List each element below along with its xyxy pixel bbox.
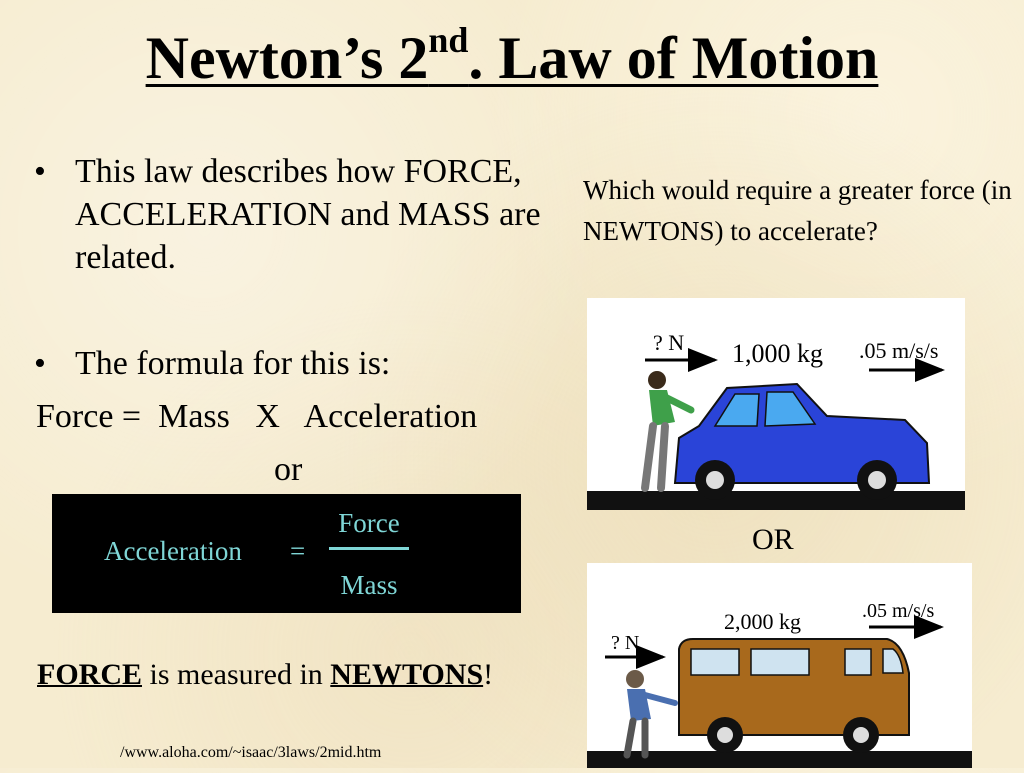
- bullet-text: The formula for this is:: [75, 345, 391, 382]
- ground: [587, 491, 965, 510]
- slide-title: [0, 18, 1024, 98]
- formula-equals-sign: =: [290, 536, 306, 566]
- formula-numerator: Force: [338, 508, 400, 538]
- force-word: FORCE: [37, 658, 142, 691]
- formula-denominator: Mass: [340, 570, 398, 600]
- source-url: /www.aloha.com/~isaac/3laws/2mid.htm: [120, 744, 382, 761]
- newtons-word: NEWTONS: [330, 658, 484, 691]
- car-scene: [587, 298, 965, 510]
- title-main: Newton’s 2: [145, 25, 429, 91]
- force-unit-note: [37, 655, 493, 695]
- bullet-marker: •: [34, 153, 46, 190]
- bullet-law-description: [34, 150, 544, 279]
- title-superscript: nd: [428, 20, 469, 60]
- title-rest: . Law of Motion: [468, 25, 879, 91]
- formula-acceleration-label: Acceleration: [104, 536, 242, 566]
- van-force-label: ? N: [611, 632, 640, 654]
- van-illustration: [679, 639, 909, 753]
- bullet-text: This law describes how FORCE, ACCELERATION and MASS are related.: [75, 153, 541, 276]
- question-text: Which would require a greater force (in NEWTONS) to accelerate?: [583, 175, 1012, 246]
- van-scene: [587, 563, 972, 768]
- car-mass-label: 1,000 kg: [732, 339, 823, 368]
- bullet-marker: •: [34, 345, 46, 382]
- force-note-end: !: [483, 658, 494, 691]
- formula-line: Force = Mass X Acceleration: [36, 398, 478, 435]
- car-accel-label: .05 m/s/s: [859, 338, 939, 363]
- bullet-formula-intro: [34, 342, 544, 385]
- or-separator: OR: [752, 523, 794, 556]
- formula-image: [52, 494, 521, 613]
- person-pushing-van: [626, 670, 675, 755]
- car-force-label: ? N: [653, 330, 685, 355]
- formula-or: or: [274, 451, 303, 488]
- van-accel-label: .05 m/s/s: [862, 600, 935, 622]
- force-note-middle: is measured in: [142, 658, 331, 691]
- car-illustration: [675, 384, 929, 500]
- van-mass-label: 2,000 kg: [724, 609, 801, 634]
- fraction-bar: [329, 547, 409, 550]
